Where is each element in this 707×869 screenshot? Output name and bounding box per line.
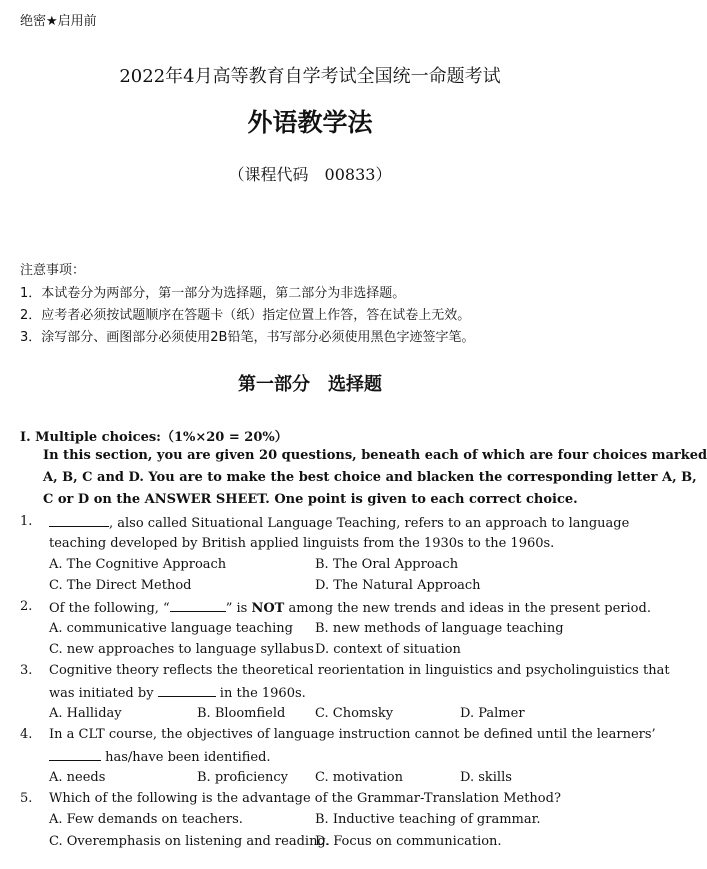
question-number: 5. (20, 791, 33, 806)
option-c: C. Chomsky (315, 706, 394, 721)
option-b: B. Bloomfield (197, 706, 286, 721)
question-number: 1. (20, 514, 33, 529)
exam-title: 2022年4月高等教育自学考试全国统一命题考试 (119, 66, 501, 87)
option-a: A. Few demands on teachers. (49, 812, 243, 827)
option-d: D. Palmer (460, 706, 525, 721)
option-b: B. new methods of language teaching (315, 621, 564, 636)
option-d: D. The Natural Approach (315, 578, 481, 593)
option-b: B. Inductive teaching of grammar. (315, 812, 541, 827)
question-3-line1: Cognitive theory reflects the theoretical reorientation in linguistics and psycholinguistics that (49, 663, 670, 678)
confidential-mark: 绝密★启用前 (20, 14, 97, 29)
option-d: D. skills (460, 770, 512, 785)
section-instruction-line: A, B, C and D. You are to make the best choice and blacken the corresponding letter A, B, (43, 470, 697, 485)
question-4-line1: In a CLT course, the objectives of language instruction cannot be defined until the learners’ (49, 727, 656, 742)
section-instruction-line: C or D on the ANSWER SHEET. One point is given to each correct choice. (43, 492, 578, 507)
answer-blank (170, 599, 226, 612)
notes-title: 注意事项： (20, 263, 86, 278)
question-number: 2. (20, 599, 33, 614)
option-a: A. The Cognitive Approach (49, 557, 227, 572)
note-item: 3．涂写部分、画图部分必须使用2B铅笔，书写部分必须使用黑色字迹签字笔。 (20, 330, 475, 345)
option-c: C. Overemphasis on listening and reading. (49, 834, 330, 849)
note-item: 1．本试卷分为两部分，第一部分为选择题，第二部分为非选择题。 (20, 286, 406, 301)
option-d: D. context of situation (315, 642, 461, 657)
option-b: B. proficiency (197, 770, 288, 785)
section-heading: I. Multiple choices:（1%×20 = 20%） (20, 430, 288, 445)
section-instruction-line: In this section, you are given 20 questions, beneath each of which are four choices marked (43, 448, 707, 463)
note-item: 2．应考者必须按试题顺序在答题卡（纸）指定位置上作答，答在试卷上无效。 (20, 308, 471, 323)
option-c: C. motivation (315, 770, 403, 785)
question-number: 4. (20, 727, 33, 742)
option-d: D. Focus on communication. (315, 834, 502, 849)
option-a: A. Halliday (49, 706, 122, 721)
question-number: 3. (20, 663, 33, 678)
option-c: C. The Direct Method (49, 578, 192, 593)
part-title: 第一部分 选择题 (238, 374, 382, 395)
option-a: A. communicative language teaching (49, 621, 293, 636)
option-a: A. needs (49, 770, 106, 785)
question-1-line2: teaching developed by British applied linguists from the 1930s to the 1960s. (49, 536, 555, 551)
subject-title: 外语教学法 (247, 108, 373, 137)
question-5-line1: Which of the following is the advantage of the Grammar-Translation Method? (49, 791, 561, 806)
question-2-line1: Of the following, “ ” is NOT among the new trends and ideas in the present period. (49, 601, 651, 616)
option-b: B. The Oral Approach (315, 557, 459, 572)
question-3-line2: was initiated by in the 1960s. (49, 686, 306, 701)
answer-blank (49, 748, 101, 761)
course-code: （课程代码 00833） (228, 165, 392, 184)
option-c: C. new approaches to language syllabus (49, 642, 314, 657)
answer-blank (49, 514, 109, 527)
answer-blank (158, 684, 216, 697)
question-1-line1: , also called Situational Language Teaching, refers to an approach to language (49, 514, 629, 531)
question-4-line2: has/have been identified. (49, 748, 271, 765)
